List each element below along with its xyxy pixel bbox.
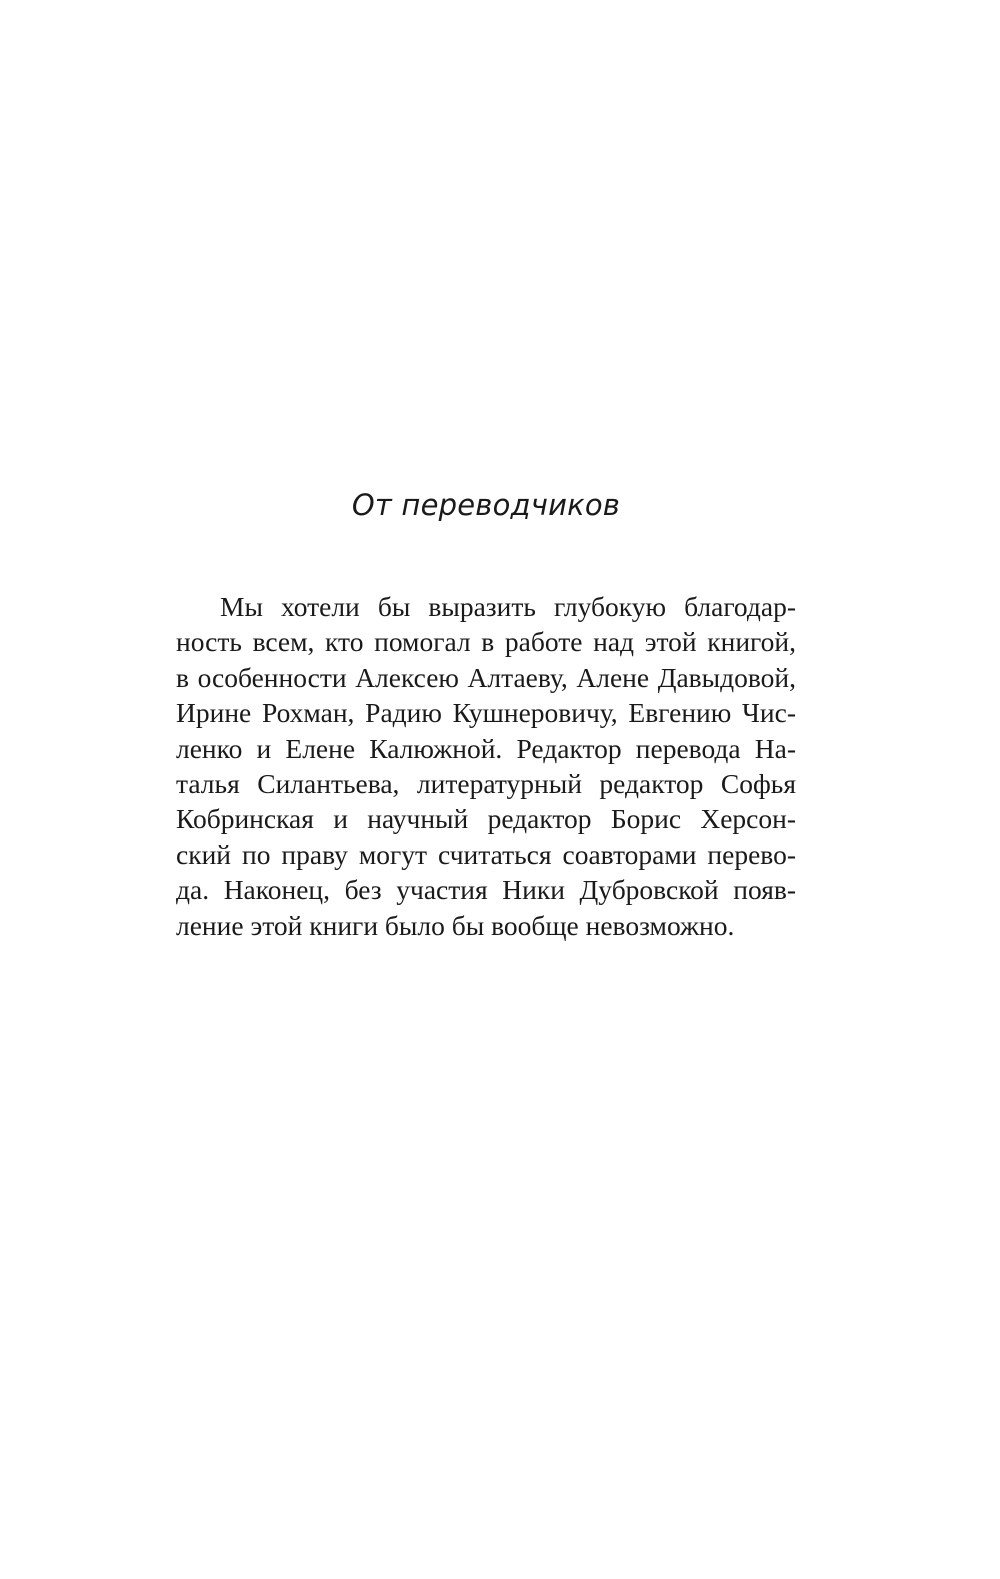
section-heading: От переводчиков <box>351 488 621 522</box>
paragraph-line: Кобринская и научный редактор Борис Херсон- <box>176 803 796 835</box>
paragraph-line: ленко и Елене Калюжной. Редактор перевода На- <box>176 732 796 764</box>
paragraph-line: Ирине Рохман, Радию Кушнеровичу, Евгению Чис- <box>176 697 796 729</box>
paragraph-line: ление этой книги было бы вообще невозможно. <box>176 909 735 941</box>
paragraph-line: в особенности Алексею Алтаеву, Алене Давыдовой, <box>176 661 796 693</box>
paragraph-line: талья Силантьева, литературный редактор Софья <box>176 767 796 799</box>
acknowledgement-paragraph <box>176 589 796 943</box>
paragraph-line: Мы хотели бы выразить глубокую благодар- <box>220 591 796 622</box>
paragraph-line: ский по праву могут считаться соавторами перево- <box>176 838 796 870</box>
paragraph-line: ность всем, кто помогал в работе над этой книгой, <box>176 626 796 658</box>
paragraph-line: да. Наконец, без участия Ники Дубровской появ- <box>176 874 796 906</box>
